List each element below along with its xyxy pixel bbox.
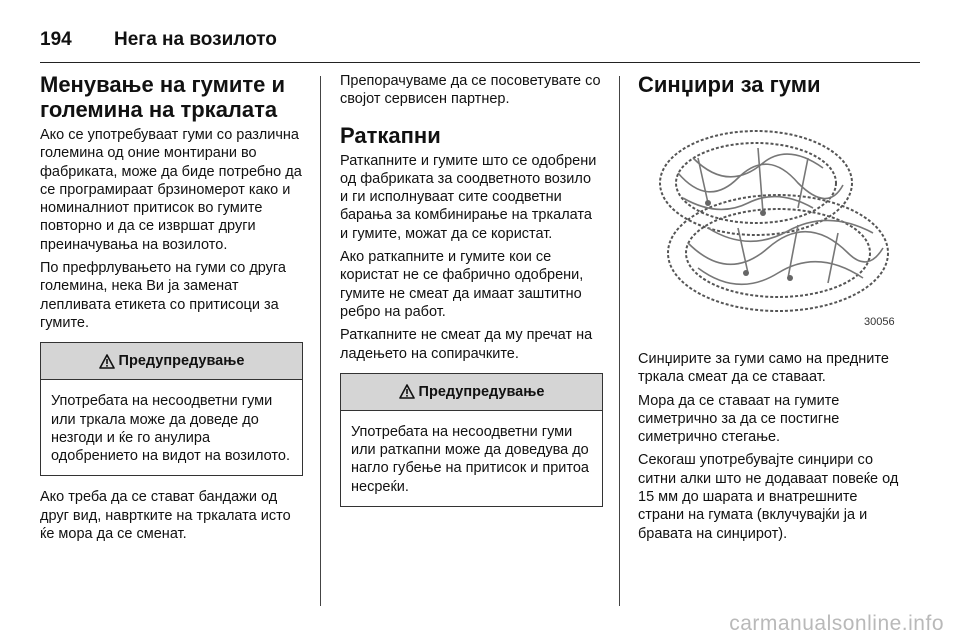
paragraph: Препорачуваме да се посоветувате со својот сервисен партнер. — [340, 73, 601, 108]
column-left — [40, 72, 303, 548]
warning-title: Предупредување — [118, 353, 245, 370]
paragraph: Раткапните и гумите што се одобрени од фабриката за соодветното возило и ги исполнуваат сите соодветни барања за комбинирање на тркалата и гумите, можат да се користат. — [340, 152, 597, 242]
figure-label: 30056 — [864, 316, 895, 328]
paragraph: Ако се употребуваат гуми со различна големина од оние монтирани во фабриката, може да биде потребно да се програмираат брзиномерот како и номиналниот притисок во гумите повторно и да се извршат други преиначувања на возилото. — [40, 127, 302, 253]
section-heading-hubcaps: Раткапни — [340, 122, 441, 148]
watermark: carmanualsonline.info — [729, 612, 944, 635]
section-heading-tyre-change: Менување на гумите и големина на тркалата — [40, 72, 286, 122]
warning-header — [341, 374, 602, 411]
warning-text: Употребата на несоодветни гуми или тркала може да доведе до незгоди и ќе го анулира одобрението на видот на возилото. — [51, 393, 290, 465]
column-right — [638, 72, 904, 548]
column-divider-1 — [320, 76, 321, 606]
warning-header — [41, 343, 302, 380]
page-number: 194 — [40, 29, 72, 50]
column-divider-2 — [619, 76, 620, 606]
warning-icon — [99, 354, 115, 369]
warning-box — [340, 373, 603, 507]
paragraph: По префрлувањето на гуми со друга големина, нека Ви ја заменат лепливата етикета со притисоци за гумите. — [40, 260, 286, 331]
column-middle — [340, 72, 603, 519]
chapter-title: Нега на возилото — [114, 29, 277, 50]
paragraph: Раткапните не смеат да му пречат на ладењето на сопирачките. — [340, 327, 593, 362]
header-divider — [40, 62, 920, 63]
paragraph: Синџирите за гуми само на предните тркала смеат да се ставаат. — [638, 351, 889, 386]
section-heading-snow-chains: Синџири за гуми — [638, 72, 821, 97]
snow-chain-illustration — [638, 113, 896, 331]
warning-icon — [399, 384, 415, 399]
paragraph: Ако треба да се стават бандажи од друг вид, навртките на тркалата исто ќе мора да се сменат. — [40, 489, 291, 543]
paragraph: Ако раткапните и гумите кои се користат не се фабрично одобрени, гумите не смеат да имаат заштитно ребро на работ. — [340, 249, 584, 320]
paragraph: Мора да се ставаат на гумите симетрично за да се постигне симетрично стегање. — [638, 392, 840, 446]
warning-title: Предупредување — [418, 383, 545, 400]
warning-box — [40, 342, 303, 476]
warning-text: Употребата на несоодветни гуми или раткапни може да доведува до нагло губење на притисок и притоа несреќи. — [351, 423, 589, 495]
page-header — [40, 20, 277, 60]
paragraph: Секогаш употребувајте синџири со ситни алки што не додаваат повеќе од 15 мм до шарата и внатрешните страни на гумата (вклучувајќи ја и бравата на синџирот). — [638, 452, 899, 542]
